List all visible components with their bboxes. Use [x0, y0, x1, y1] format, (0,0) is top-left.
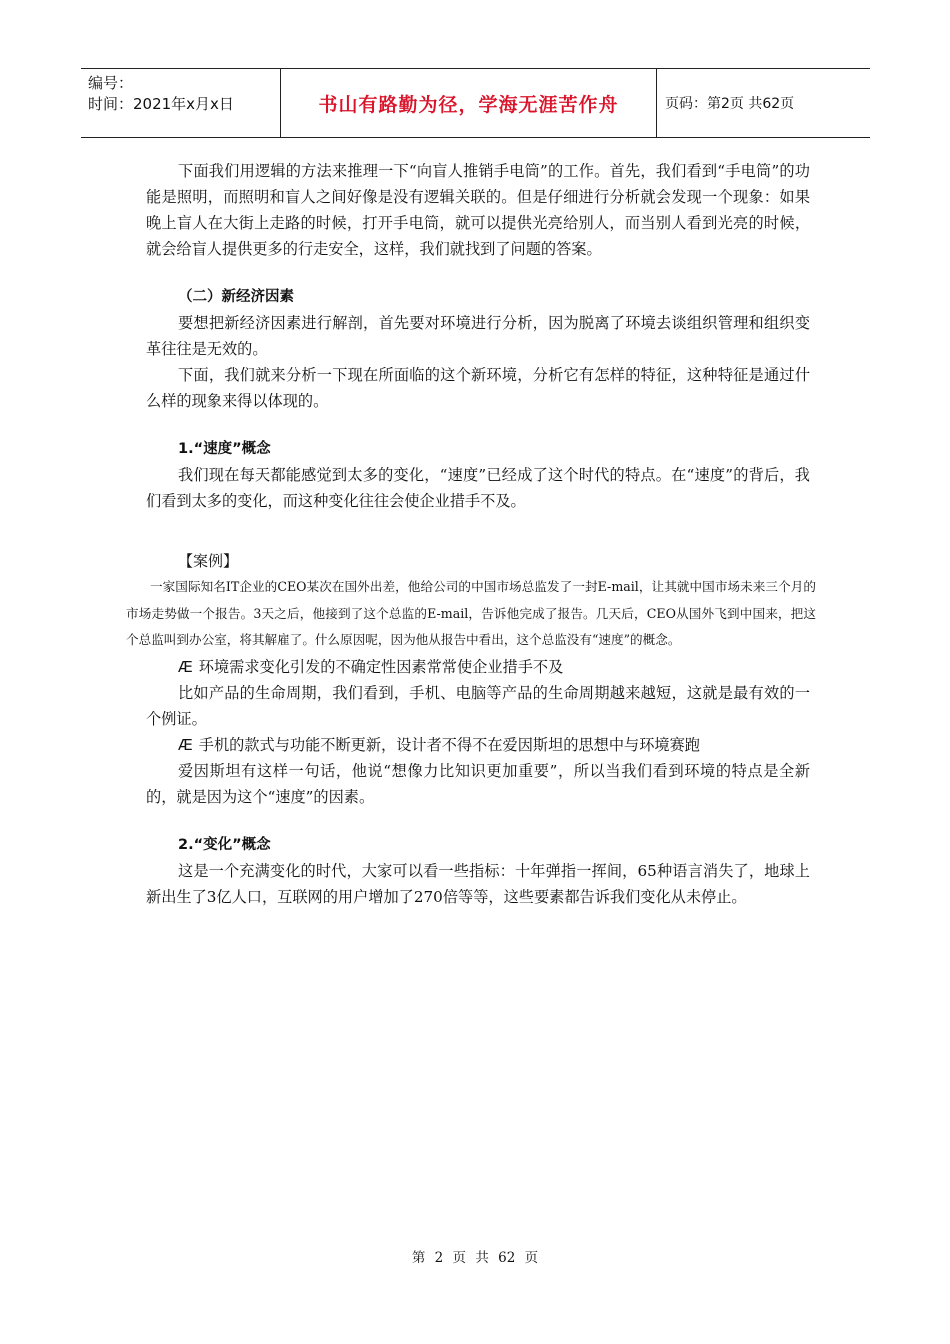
case-heading: 【案例】 [178, 552, 239, 570]
bullet-text-2: 手机的款式与功能不断更新，设计者不得不在爱因斯坦的思想中与环境赛跑 [198, 735, 700, 754]
header-motto: 书山有路勤为径，学海无涯苦作舟 [281, 69, 657, 137]
header-number-label: 编号： [88, 74, 134, 92]
section2-paragraph-2: 下面，我们就来分析一下现在所面临的这个新环境，分析它有怎样的特征，这种特征是通过什么样的现象来得以体现的。 [146, 366, 810, 410]
bullet2-paragraph: 爱因斯坦有这样一句话，他说“想像力比知识更加重要”，所以当我们看到环境的特点是全新的，就是因为这个“速度”的因素。 [146, 761, 810, 806]
bullet-icon: Æ [178, 657, 193, 676]
page-header [81, 68, 870, 138]
bullet-icon: Æ [178, 735, 193, 754]
header-page-info: 页码：第2页 共62页 [665, 96, 795, 112]
bullet-text-1: 环境需求变化引发的不确定性因素常常使企业措手不及 [198, 657, 564, 676]
intro-paragraph: 下面我们用逻辑的方法来推理一下“向盲人推销手电筒”的工作。首先，我们看到“手电筒”的功能是照明，而照明和盲人之间好像是没有逻辑关联的。但是仔细进行分析就会发现一个现象：如果晚上盲人在大街上走路的时候，打开手电筒，就可以提供光亮给别人，而当别人看到光亮的时候，就会给盲人提供更多的行走安全，这样，我们就找到了问题的答案。 [146, 162, 810, 258]
bullet-item-1 [146, 654, 810, 680]
case-paragraph: 一家国际知名IT企业的CEO某次在国外出差，他给公司的中国市场总监发了一封E-mail，让其就中国市场未来三个月的市场走势做一个报告。3天之后，他接到了这个总监的E-mail，告诉他完成了报告。几天后，CEO从国外飞到中国来，把这个总监叫到办公室，将其解雇了。什么原因呢，因为他从报告中看出，这个总监没有“速度”的概念。 [126, 579, 816, 647]
subheading-change: 2.“变化”概念 [178, 836, 271, 853]
bullet-item-2 [146, 732, 810, 758]
section-heading-new-economy: （二）新经济因素 [178, 289, 294, 305]
subheading-speed: 1.“速度”概念 [178, 441, 271, 457]
bullet1-paragraph: 比如产品的生命周期，我们看到，手机、电脑等产品的生命周期越来越短，这就是最有效的一个例证。 [146, 683, 810, 728]
header-meta [81, 69, 281, 137]
speed-paragraph: 我们现在每天都能感觉到太多的变化，“速度”已经成了这个时代的特点。在“速度”的背后，我们看到太多的变化，而这种变化往往会使企业措手不及。 [146, 466, 810, 510]
header-time-label: 时间：2021年x月x日 [88, 95, 234, 113]
page-footer: 第 2 页 共 62 页 [411, 1250, 539, 1266]
change-paragraph: 这是一个充满变化的时代，大家可以看一些指标：十年弹指一挥间，65种语言消失了，地球上新出生了3亿人口，互联网的用户增加了270倍等等，这些要素都告诉我们变化从未停止。 [146, 861, 810, 906]
document-body [126, 158, 816, 910]
section2-paragraph-1: 要想把新经济因素进行解剖，首先要对环境进行分析，因为脱离了环境去谈组织管理和组织变革往往是无效的。 [146, 314, 810, 358]
